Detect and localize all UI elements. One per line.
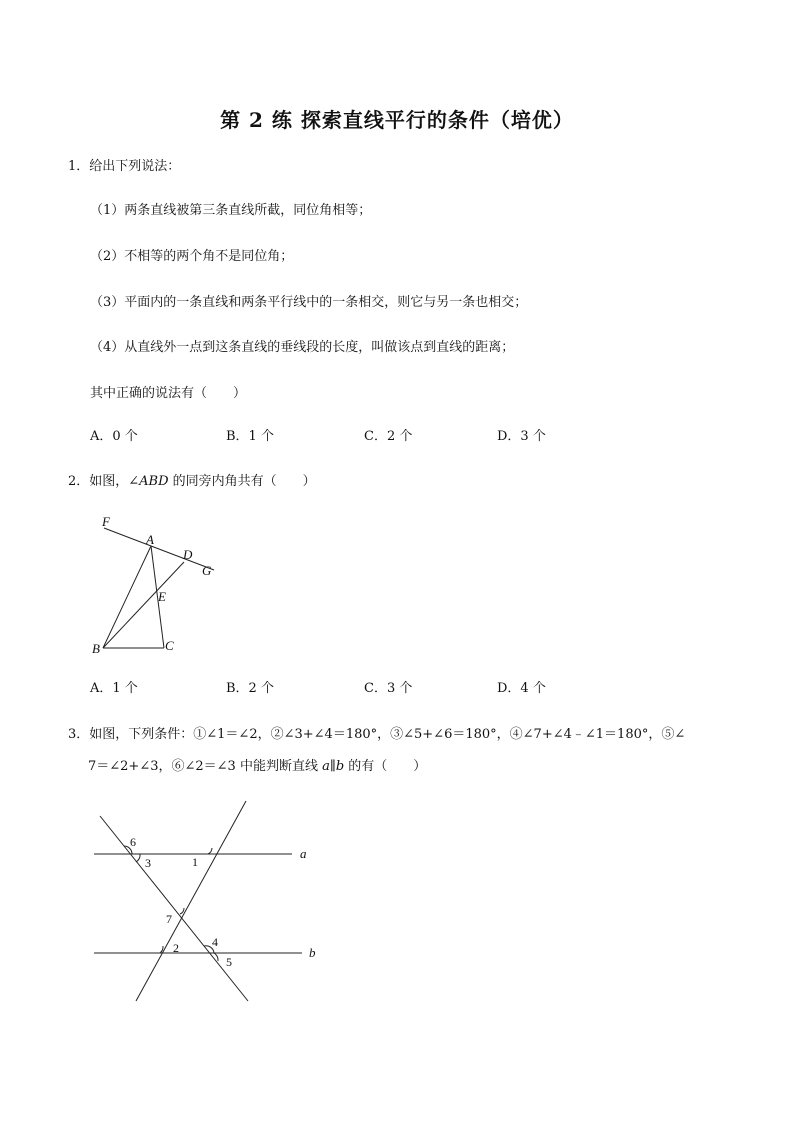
q1-item-1: （1）两条直线被第三条直线所截，同位角相等； [90,203,372,218]
label-g: G [202,563,212,578]
q3-line-2 [88,759,426,775]
segment-ab [103,546,151,648]
angle-label-7: 7 [166,912,172,926]
angle-label-2: 2 [173,941,179,955]
label-f: F [102,514,110,529]
q2-stem [68,474,316,490]
q3-line-1: 3．如图，下列条件：①∠1＝∠2，②∠3+∠4＝180°，③∠5+∠6＝180°，④∠7+∠4﹣∠1＝180°，⑤∠ [68,727,686,742]
label-e: E [158,589,166,604]
angle-label-3: 3 [145,856,151,870]
transversal-right [136,801,246,1001]
label-a: A [146,532,154,547]
q2-stem-var: ABD [139,474,169,489]
q3-line2-pre: 7＝∠2+∠3，⑥∠2＝∠3 中能判断直线 [88,759,323,774]
q1-question: 其中正确的说法有（ ） [90,386,247,401]
line-label-b: b [309,945,316,960]
q3-line2-post: 的有（ ） [344,759,427,774]
q1-item-2: （2）不相等的两个角不是同位角； [90,249,294,264]
segment-bd [103,562,184,648]
page-title: 第 2 练 探索直线平行的条件（培优） [220,108,574,132]
label-d: D [183,547,193,562]
q1-option-d[interactable]: D．3 个 [497,429,546,444]
line-fg [104,528,214,570]
q2-option-b[interactable]: B．2 个 [226,681,274,696]
label-c: C [165,638,174,653]
q2-stem-pre: 2．如图，∠ [68,474,140,489]
line-label-a: a [300,846,307,861]
q2-option-c[interactable]: C．3 个 [364,681,413,696]
q2-option-a[interactable]: A．1 个 [90,681,138,696]
q3-figure [88,796,328,1006]
arc-1 [208,848,212,854]
q1-stem: 1．给出下列说法： [68,159,181,174]
angle-label-1: 1 [192,855,198,869]
angle-label-6: 6 [130,835,136,849]
arc-7 [180,908,184,914]
q1-item-4: （4）从直线外一点到这条直线的垂线段的长度，叫做该点到直线的距离； [90,340,515,355]
q1-option-c[interactable]: C．2 个 [364,429,413,444]
transversal-left [100,816,248,1001]
q2-figure [88,510,228,660]
q1-item-3: （3）平面内的一条直线和两条平行线中的一条相交，则它与另一条也相交； [90,295,528,310]
q2-option-d[interactable]: D．4 个 [497,681,546,696]
arc-3 [136,854,140,862]
angle-label-5: 5 [226,955,232,969]
label-b: B [92,641,100,656]
q1-option-a[interactable]: A．0 个 [90,429,138,444]
q2-stem-post: 的同旁内角共有（ ） [168,474,316,489]
q1-option-b[interactable]: B．1 个 [226,429,274,444]
q3-line2-var: a∥b [322,759,345,774]
angle-label-4: 4 [212,935,218,949]
